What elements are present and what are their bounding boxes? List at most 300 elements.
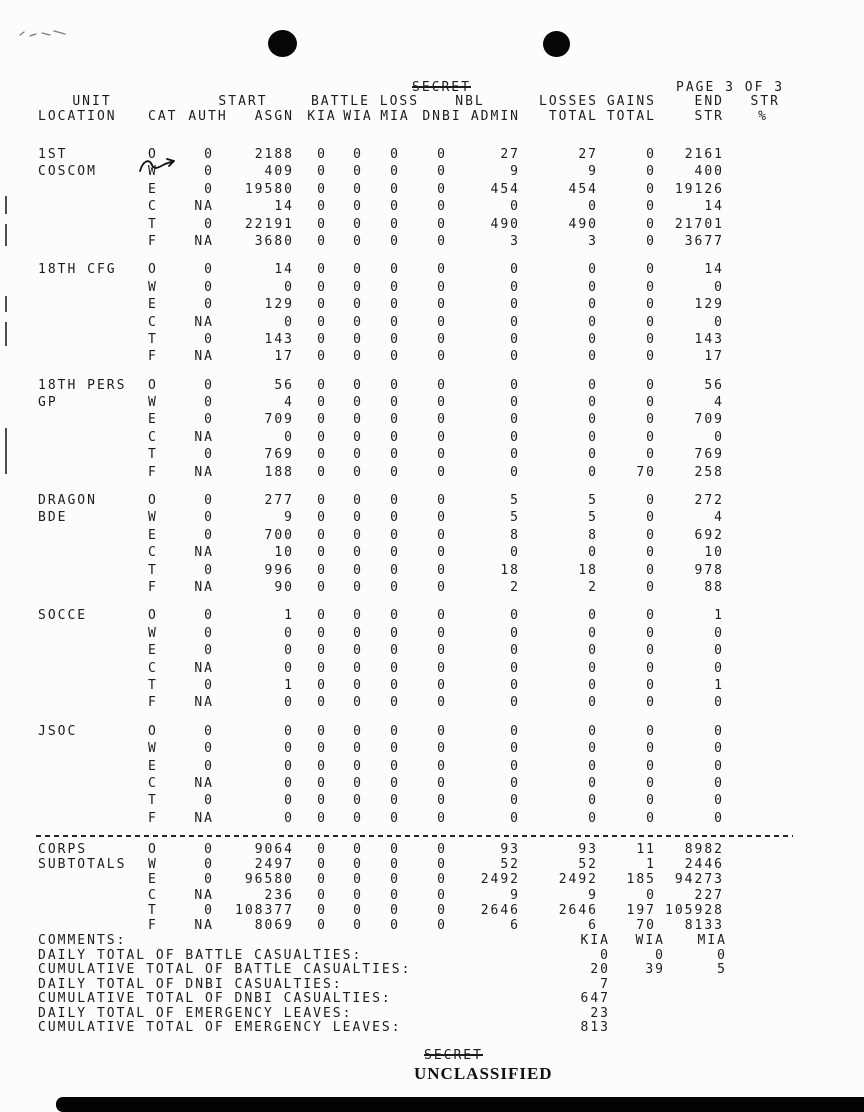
cell-dnbi: 0 <box>437 262 447 278</box>
cell-admin: 2 <box>510 579 520 595</box>
comment-line <box>38 949 828 964</box>
cell-losses: 2 <box>588 579 598 595</box>
table-row <box>38 660 774 677</box>
cell-end: 1 <box>714 608 724 624</box>
unit-label: DRAGON <box>38 493 97 509</box>
cell-mia: 0 <box>390 723 400 739</box>
cell-dnbi: 0 <box>437 199 447 215</box>
cell-wia: 0 <box>353 349 363 365</box>
cell-gains: 1 <box>646 857 656 873</box>
cell-dnbi: 0 <box>437 793 447 809</box>
cell-kia: 0 <box>317 562 327 578</box>
cell-dnbi: 0 <box>437 643 447 659</box>
cell-end: 88 <box>704 579 724 595</box>
cell-wia: 0 <box>353 527 363 543</box>
cell-wia: 0 <box>353 164 363 180</box>
cell-admin: 0 <box>510 723 520 739</box>
cell-cat: C <box>148 887 158 903</box>
table-row <box>38 411 774 428</box>
table-row <box>38 527 774 544</box>
cell-mia: 0 <box>390 464 400 480</box>
comment-value-kia: 0 <box>600 947 610 963</box>
cell-admin: 0 <box>510 545 520 561</box>
cell-asgn: 19580 <box>244 181 294 197</box>
cell-admin: 9 <box>510 164 520 180</box>
table-row <box>38 842 774 857</box>
cell-wia: 0 <box>353 510 363 526</box>
cell-kia: 0 <box>317 314 327 330</box>
cell-losses: 0 <box>588 643 598 659</box>
cell-auth: NA <box>194 887 214 903</box>
table-row <box>38 181 774 198</box>
cell-end: 3677 <box>684 233 724 249</box>
unit-label: SOCCE <box>38 608 88 624</box>
comment-label: CUMULATIVE TOTAL OF DNBI CASUALTIES: <box>38 991 392 1006</box>
cell-end: 272 <box>694 493 724 509</box>
cell-cat: E <box>148 181 158 197</box>
cell-mia: 0 <box>390 181 400 197</box>
cell-dnbi: 0 <box>437 579 447 595</box>
cell-wia: 0 <box>353 279 363 295</box>
table-row <box>38 740 774 757</box>
cell-auth: 0 <box>204 872 214 888</box>
cell-asgn: 0 <box>284 758 294 774</box>
cell-admin: 0 <box>510 677 520 693</box>
cell-end: 1 <box>714 677 724 693</box>
cell-dnbi: 0 <box>437 216 447 232</box>
cell-end: 56 <box>704 377 724 393</box>
cell-kia: 0 <box>317 902 327 918</box>
cell-losses: 0 <box>588 723 598 739</box>
cell-kia: 0 <box>317 164 327 180</box>
cell-cat: F <box>148 917 158 933</box>
cell-kia: 0 <box>317 147 327 162</box>
cell-auth: NA <box>194 810 214 826</box>
cell-asgn: 3680 <box>254 233 294 249</box>
cell-wia: 0 <box>353 677 363 693</box>
cell-dnbi: 0 <box>437 723 447 739</box>
header-end: END <box>694 94 724 109</box>
comment-label: CUMULATIVE TOTAL OF BATTLE CASUALTIES: <box>38 962 412 977</box>
cell-asgn: 769 <box>264 447 294 463</box>
scan-artifact <box>5 196 7 214</box>
cell-admin: 0 <box>510 643 520 659</box>
cell-gains: 0 <box>646 887 656 903</box>
cell-dnbi: 0 <box>437 510 447 526</box>
cell-admin: 0 <box>510 412 520 428</box>
cell-mia: 0 <box>390 758 400 774</box>
cell-dnbi: 0 <box>437 279 447 295</box>
cell-losses: 0 <box>588 545 598 561</box>
cell-admin: 0 <box>510 429 520 445</box>
cell-end: 709 <box>694 412 724 428</box>
cell-mia: 0 <box>390 677 400 693</box>
cell-gains: 0 <box>646 216 656 232</box>
cell-cat: C <box>148 775 158 791</box>
cell-admin: 0 <box>510 331 520 347</box>
table-row <box>38 429 774 446</box>
table-row <box>38 233 774 250</box>
cell-end: 0 <box>714 775 724 791</box>
cell-auth: NA <box>194 775 214 791</box>
cell-dnbi: 0 <box>437 902 447 918</box>
cell-dnbi: 0 <box>437 608 447 624</box>
cell-dnbi: 0 <box>437 775 447 791</box>
cell-wia: 0 <box>353 887 363 903</box>
cell-kia: 0 <box>317 464 327 480</box>
cell-gains: 185 <box>626 872 656 888</box>
unit-label: SUBTOTALS <box>38 857 127 873</box>
cell-asgn: 0 <box>284 279 294 295</box>
cell-dnbi: 0 <box>437 562 447 578</box>
cell-gains: 0 <box>646 793 656 809</box>
cell-wia: 0 <box>353 464 363 480</box>
cell-mia: 0 <box>390 395 400 411</box>
cell-cat: O <box>148 608 158 624</box>
header-str-pct: % <box>758 109 768 124</box>
cell-kia: 0 <box>317 233 327 249</box>
cell-end: 8133 <box>684 917 724 933</box>
cell-mia: 0 <box>390 279 400 295</box>
cell-end: 258 <box>694 464 724 480</box>
cell-cat: W <box>148 741 158 757</box>
unit-group <box>38 261 774 365</box>
cell-dnbi: 0 <box>437 447 447 463</box>
comment-value-kia: 7 <box>600 976 610 992</box>
cell-kia: 0 <box>317 279 327 295</box>
cell-losses: 0 <box>588 608 598 624</box>
cell-losses: 0 <box>588 395 598 411</box>
unit-label: BDE <box>38 510 68 526</box>
cell-admin: 2492 <box>480 872 520 888</box>
cell-admin: 27 <box>500 147 520 162</box>
cell-admin: 0 <box>510 741 520 757</box>
cell-end: 0 <box>714 625 724 641</box>
cell-end: 400 <box>694 164 724 180</box>
table-row <box>38 394 774 411</box>
cell-kia: 0 <box>317 510 327 526</box>
cell-kia: 0 <box>317 527 327 543</box>
cell-kia: 0 <box>317 775 327 791</box>
cell-wia: 0 <box>353 199 363 215</box>
comments-col-wia: WIA <box>635 933 665 948</box>
table-row <box>38 296 774 313</box>
cell-auth: 0 <box>204 643 214 659</box>
cell-admin: 5 <box>510 493 520 509</box>
cell-wia: 0 <box>353 872 363 888</box>
cell-dnbi: 0 <box>437 527 447 543</box>
table-row <box>38 146 774 163</box>
unit-group <box>38 607 774 711</box>
cell-mia: 0 <box>390 793 400 809</box>
cell-admin: 0 <box>510 775 520 791</box>
header-dnbi: DNBI <box>422 109 462 124</box>
scan-artifact <box>5 296 7 312</box>
cell-end: 769 <box>694 447 724 463</box>
cell-auth: NA <box>194 917 214 933</box>
cell-auth: NA <box>194 233 214 249</box>
cell-end: 978 <box>694 562 724 578</box>
cell-dnbi: 0 <box>437 164 447 180</box>
cell-dnbi: 0 <box>437 625 447 641</box>
header-cat: CAT <box>148 109 178 124</box>
cell-wia: 0 <box>353 643 363 659</box>
cell-cat: F <box>148 349 158 365</box>
table-row <box>38 872 774 887</box>
cell-kia: 0 <box>317 199 327 215</box>
cell-cat: E <box>148 872 158 888</box>
cell-wia: 0 <box>353 262 363 278</box>
cell-dnbi: 0 <box>437 660 447 676</box>
cell-mia: 0 <box>390 810 400 826</box>
cell-mia: 0 <box>390 887 400 903</box>
cell-cat: E <box>148 527 158 543</box>
cell-gains: 0 <box>646 510 656 526</box>
cell-admin: 5 <box>510 510 520 526</box>
cell-cat: T <box>148 677 158 693</box>
cell-cat: O <box>148 842 158 857</box>
header-unit: UNIT <box>72 94 112 109</box>
table-row <box>38 918 774 933</box>
cell-cat: W <box>148 625 158 641</box>
cell-wia: 0 <box>353 902 363 918</box>
cell-mia: 0 <box>390 493 400 509</box>
cell-gains: 0 <box>646 758 656 774</box>
cell-cat: T <box>148 793 158 809</box>
cell-admin: 18 <box>500 562 520 578</box>
cell-kia: 0 <box>317 793 327 809</box>
cell-end: 0 <box>714 758 724 774</box>
cell-losses: 0 <box>588 793 598 809</box>
cell-mia: 0 <box>390 842 400 857</box>
cell-cat: O <box>148 377 158 393</box>
unit-label: COSCOM <box>38 164 97 180</box>
unit-label: 18TH CFG <box>38 262 117 278</box>
cell-auth: 0 <box>204 164 214 180</box>
cell-dnbi: 0 <box>437 314 447 330</box>
cell-admin: 0 <box>510 447 520 463</box>
cell-mia: 0 <box>390 262 400 278</box>
cell-cat: E <box>148 297 158 313</box>
cell-admin: 0 <box>510 297 520 313</box>
cell-kia: 0 <box>317 917 327 933</box>
cell-gains: 70 <box>636 464 656 480</box>
cell-losses: 0 <box>588 758 598 774</box>
cell-asgn: 1 <box>284 677 294 693</box>
cell-losses: 0 <box>588 775 598 791</box>
cell-asgn: 17 <box>274 349 294 365</box>
cell-kia: 0 <box>317 857 327 873</box>
cell-kia: 0 <box>317 377 327 393</box>
cell-gains: 0 <box>646 164 656 180</box>
cell-losses: 0 <box>588 464 598 480</box>
cell-kia: 0 <box>317 723 327 739</box>
cell-gains: 11 <box>636 842 656 857</box>
cell-mia: 0 <box>390 579 400 595</box>
cell-end: 14 <box>704 199 724 215</box>
cell-admin: 0 <box>510 625 520 641</box>
cell-auth: 0 <box>204 331 214 347</box>
cell-kia: 0 <box>317 216 327 232</box>
cell-dnbi: 0 <box>437 810 447 826</box>
cell-losses: 0 <box>588 331 598 347</box>
cell-dnbi: 0 <box>437 377 447 393</box>
cell-asgn: 9064 <box>254 842 294 857</box>
cell-losses: 0 <box>588 810 598 826</box>
cell-gains: 0 <box>646 447 656 463</box>
cell-gains: 0 <box>646 643 656 659</box>
table-row <box>38 562 774 579</box>
header-battle-loss: BATTLE LOSS <box>310 94 420 109</box>
cell-cat: E <box>148 412 158 428</box>
cell-losses: 5 <box>588 510 598 526</box>
cell-mia: 0 <box>390 199 400 215</box>
header-str: STR <box>750 94 780 109</box>
cell-asgn: 0 <box>284 429 294 445</box>
cell-losses: 5 <box>588 493 598 509</box>
cell-gains: 0 <box>646 377 656 393</box>
cell-end: 0 <box>714 810 724 826</box>
cell-kia: 0 <box>317 695 327 711</box>
corps-subtotals <box>38 842 774 933</box>
cell-end: 692 <box>694 527 724 543</box>
table-row <box>38 857 774 872</box>
cell-end: 14 <box>704 262 724 278</box>
cell-auth: 0 <box>204 377 214 393</box>
table-row <box>38 694 774 711</box>
cell-admin: 2646 <box>480 902 520 918</box>
cell-dnbi: 0 <box>437 545 447 561</box>
comment-value-mia: 5 <box>717 962 727 977</box>
cell-dnbi: 0 <box>437 412 447 428</box>
page-number: PAGE 3 OF 3 <box>676 80 785 95</box>
cell-admin: 93 <box>500 842 520 857</box>
cell-auth: NA <box>194 660 214 676</box>
table-row <box>38 446 774 463</box>
hole-punch-left <box>268 30 297 57</box>
cell-cat: O <box>148 493 158 509</box>
cell-losses: 9 <box>588 887 598 903</box>
scan-artifact <box>5 428 7 474</box>
cell-mia: 0 <box>390 429 400 445</box>
cell-mia: 0 <box>390 164 400 180</box>
cell-asgn: 188 <box>264 464 294 480</box>
cell-end: 0 <box>714 793 724 809</box>
cell-dnbi: 0 <box>437 741 447 757</box>
cell-gains: 0 <box>646 625 656 641</box>
cell-auth: 0 <box>204 758 214 774</box>
comments-lines <box>38 949 828 1036</box>
cell-cat: O <box>148 147 158 162</box>
cell-mia: 0 <box>390 233 400 249</box>
cell-losses: 0 <box>588 349 598 365</box>
cell-gains: 0 <box>646 429 656 445</box>
cell-asgn: 56 <box>274 377 294 393</box>
cell-dnbi: 0 <box>437 857 447 873</box>
cell-dnbi: 0 <box>437 677 447 693</box>
cell-wia: 0 <box>353 562 363 578</box>
cell-losses: 0 <box>588 677 598 693</box>
comment-label: DAILY TOTAL OF DNBI CASUALTIES: <box>38 976 343 992</box>
table-row <box>38 810 774 827</box>
cell-wia: 0 <box>353 314 363 330</box>
classification-footer: SECRET <box>424 1048 483 1063</box>
cell-losses: 0 <box>588 429 598 445</box>
cell-cat: C <box>148 429 158 445</box>
cell-losses: 0 <box>588 412 598 428</box>
cell-losses: 0 <box>588 741 598 757</box>
cell-cat: W <box>148 279 158 295</box>
cell-asgn: 8069 <box>254 917 294 933</box>
cell-wia: 0 <box>353 723 363 739</box>
unclassified-stamp: UNCLASSIFIED <box>414 1064 553 1083</box>
cell-wia: 0 <box>353 695 363 711</box>
cell-losses: 6 <box>588 917 598 933</box>
cell-asgn: 2188 <box>254 147 294 162</box>
cell-losses: 0 <box>588 279 598 295</box>
cell-auth: NA <box>194 464 214 480</box>
cell-kia: 0 <box>317 331 327 347</box>
comments-header-line <box>38 934 828 949</box>
cell-losses: 0 <box>588 660 598 676</box>
cell-auth: 0 <box>204 216 214 232</box>
cell-admin: 0 <box>510 608 520 624</box>
cell-asgn: 0 <box>284 314 294 330</box>
table-row <box>38 261 774 278</box>
cell-admin: 0 <box>510 695 520 711</box>
cell-mia: 0 <box>390 608 400 624</box>
cell-dnbi: 0 <box>437 695 447 711</box>
cell-wia: 0 <box>353 216 363 232</box>
cell-end: 0 <box>714 723 724 739</box>
cell-losses: 0 <box>588 314 598 330</box>
unit-group <box>38 492 774 596</box>
cell-kia: 0 <box>317 625 327 641</box>
cell-gains: 0 <box>646 660 656 676</box>
table-row <box>38 216 774 233</box>
cell-admin: 490 <box>490 216 520 232</box>
cell-dnbi: 0 <box>437 429 447 445</box>
cell-losses: 0 <box>588 625 598 641</box>
cell-mia: 0 <box>390 147 400 162</box>
cell-losses: 2492 <box>558 872 598 888</box>
cell-dnbi: 0 <box>437 349 447 365</box>
cell-wia: 0 <box>353 429 363 445</box>
cell-gains: 0 <box>646 810 656 826</box>
cell-admin: 6 <box>510 917 520 933</box>
cell-mia: 0 <box>390 412 400 428</box>
cell-gains: 0 <box>646 695 656 711</box>
cell-end: 0 <box>714 741 724 757</box>
table-row <box>38 314 774 331</box>
comment-line <box>38 963 828 978</box>
cell-wia: 0 <box>353 395 363 411</box>
cell-kia: 0 <box>317 395 327 411</box>
cell-wia: 0 <box>353 297 363 313</box>
cell-kia: 0 <box>317 660 327 676</box>
cell-wia: 0 <box>353 447 363 463</box>
cell-admin: 0 <box>510 279 520 295</box>
cell-losses: 18 <box>578 562 598 578</box>
cell-asgn: 700 <box>264 527 294 543</box>
cell-asgn: 10 <box>274 545 294 561</box>
cell-auth: 0 <box>204 857 214 873</box>
cell-gains: 0 <box>646 262 656 278</box>
comment-line <box>38 1007 828 1022</box>
table-header <box>38 94 780 124</box>
cell-asgn: 108377 <box>235 902 294 918</box>
cell-admin: 0 <box>510 810 520 826</box>
